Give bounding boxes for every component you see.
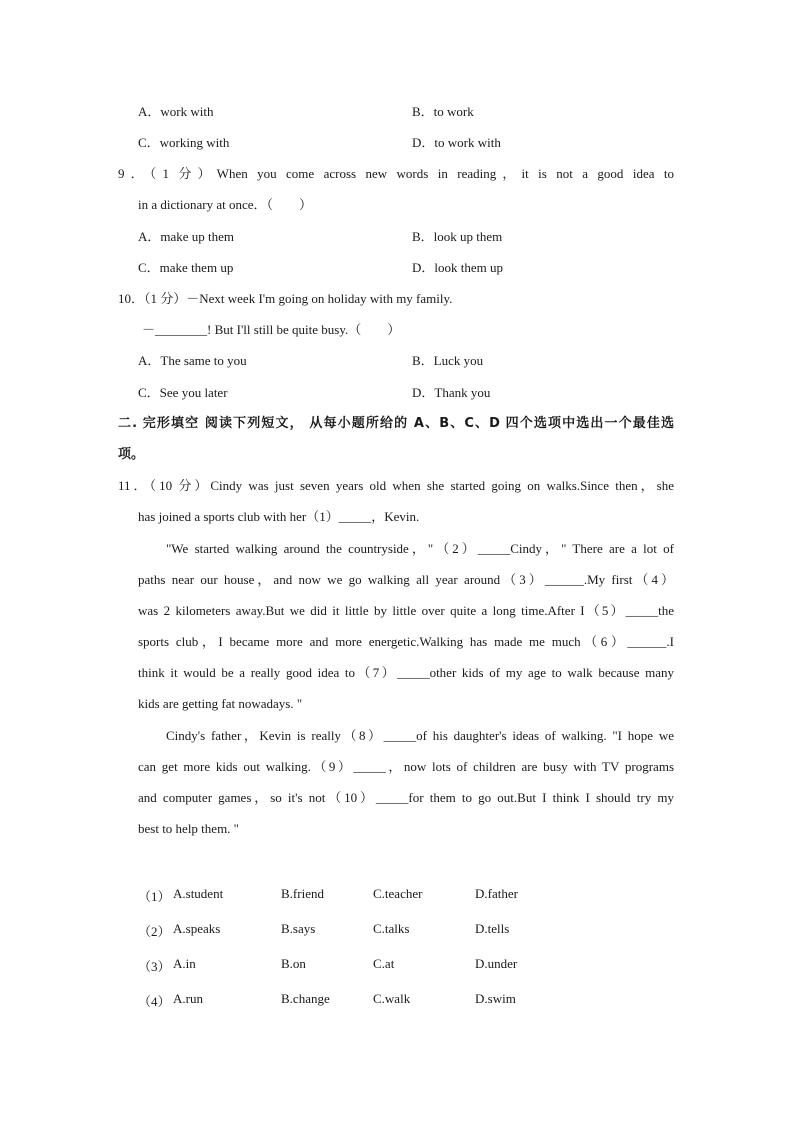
choice-row-1: [0, 886, 794, 902]
choice-b: B.change: [281, 991, 330, 1006]
choice-c: C.walk: [373, 991, 411, 1006]
choice-c: C.teacher: [373, 886, 423, 901]
q10-option-b: B．Luck you: [412, 353, 484, 368]
choice-row-3: [0, 956, 794, 972]
choice-b: B.friend: [281, 886, 324, 901]
choice-b: B.on: [281, 956, 306, 971]
q10-stem-line1: 10．（1 分）－Next week I'm going on holiday with my family.: [118, 291, 453, 306]
passage-p1-line: paths near our house，and now we go walking all year around（3）______.My first（4）: [138, 572, 674, 587]
choice-row-4: [0, 991, 794, 1007]
q9-option-a: A．make up them: [138, 229, 235, 244]
q8-option-a: A．work with: [138, 104, 214, 119]
choice-row-2: [0, 921, 794, 937]
passage-p1-line: was 2 kilometers away.But we did it little by little over quite a long time.After I（5）_____the: [138, 603, 674, 618]
choice-a: A.speaks: [173, 921, 221, 936]
choice-c: C.at: [373, 956, 395, 971]
q9-option-d: D．look them up: [412, 260, 503, 275]
choice-d: D.swim: [475, 991, 516, 1006]
q11-stem-line2: has joined a sports club with her（1）_____，Kevin.: [138, 509, 420, 524]
choice-c: C.talks: [373, 921, 410, 936]
choice-a: A.run: [173, 991, 203, 1006]
q11-stem-line1: 11．（10 分）Cindy was just seven years old when she started going on walks.Since then，she: [118, 478, 674, 493]
choice-number: （4）: [138, 994, 171, 1009]
q9-stem-line1: 9．（1 分）When you come across new words in reading，it is not a good idea to: [118, 166, 674, 181]
q9-option-c: C．make them up: [138, 260, 234, 275]
q10-option-a: A．The same to you: [138, 353, 247, 368]
choice-d: D.father: [475, 886, 518, 901]
choice-number: （1）: [138, 889, 171, 904]
section-heading: 二. 完形填空 阅读下列短文， 从每小题所给的 A、B、C、D 四个选项中选出一个最佳选: [118, 416, 674, 431]
choice-b: B.says: [281, 921, 316, 936]
choice-a: A.student: [173, 886, 224, 901]
passage-p1-line: "We started walking around the countryside，"（2）_____Cindy，" There are a lot of: [166, 541, 674, 556]
passage-p2-line: can get more kids out walking.（9）_____，now lots of children are busy with TV programs: [138, 759, 674, 774]
choice-number: （2）: [138, 924, 171, 939]
passage-p2-line: best to help them. ": [138, 821, 239, 836]
passage-p2-line: and computer games，so it's not（10）_____for them to go out.But I think I should try my: [138, 790, 674, 805]
choice-a: A.in: [173, 956, 196, 971]
q9-stem-line2: in a dictionary at once．（ ）: [138, 197, 313, 212]
choice-d: D.under: [475, 956, 518, 971]
section-heading-cont: 项。: [118, 447, 145, 462]
passage-p1-line: sports club，I became more and more energetic.Walking has made me much（6）______.I: [138, 634, 674, 649]
q9-option-b: B．look up them: [412, 229, 503, 244]
q8-option-c: C．working with: [138, 135, 230, 150]
passage-p1-line: kids are getting fat nowadays. ": [138, 696, 303, 711]
q10-stem-line2: －________! But I'll still be quite busy.（ ）: [142, 322, 401, 337]
choice-d: D.tells: [475, 921, 510, 936]
q8-option-b: B．to work: [412, 104, 474, 119]
choice-number: （3）: [138, 959, 171, 974]
q10-option-d: D．Thank you: [412, 385, 491, 400]
q8-option-d: D．to work with: [412, 135, 501, 150]
passage-p2-line: Cindy's father，Kevin is really（8）_____of his daughter's ideas of walking. "I hope we: [166, 728, 674, 743]
passage-p1-line: think it would be a really good idea to（7）_____other kids of my age to walk because many: [138, 665, 674, 680]
q10-option-c: C．See you later: [138, 385, 228, 400]
